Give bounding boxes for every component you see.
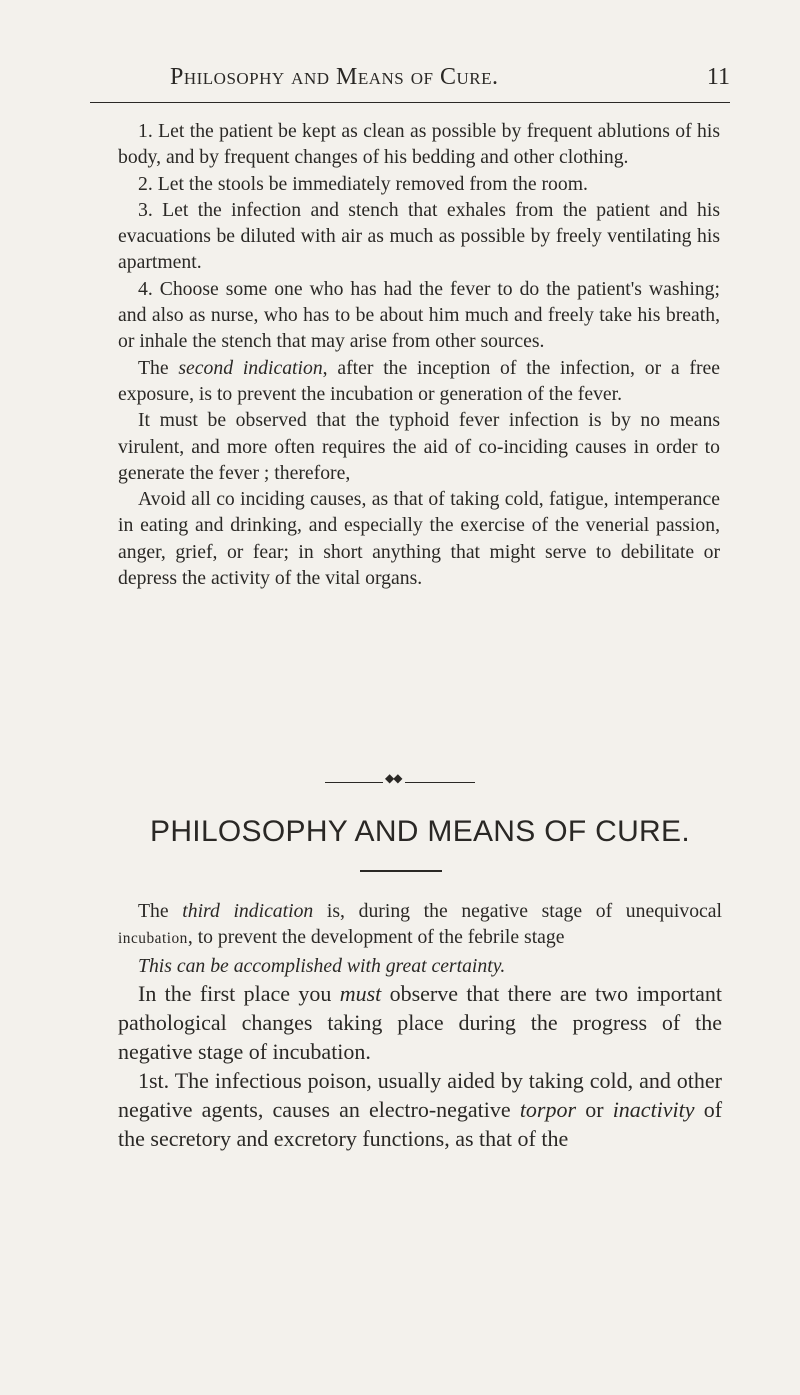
running-head — [90, 62, 730, 103]
second-indication-rest: , after the inception of the infection, or a free exposure, is to prevent the incubation or generation of the fever. — [118, 356, 720, 405]
rule-3-paragraph: 3. Let the infection and stench that exhales from the patient and his evacuations be diluted with air as much as possible by freely ventilating his apartment. — [118, 198, 720, 274]
section-ornament — [325, 771, 475, 788]
incubation-smallcaps: incubation — [118, 930, 188, 948]
section-heading: PHILOSOPHY AND MEANS OF CURE. — [150, 815, 690, 848]
avoid-paragraph: Avoid all co inciding causes, as that of taking cold, fatigue, intemperance in eating and drinking, and especially the exercise of the venerial passion, anger, grief, or fear; in short anything that might serve to debilitate or depress the activity of the vital organs. — [118, 488, 720, 590]
first-place-rest: observe that there are two important pathological changes taking place during the progress of the negative stage of incubation. — [118, 980, 722, 1064]
third-indication-emphasis: third indication — [182, 900, 314, 922]
inactivity-emphasis: inactivity — [612, 1096, 695, 1122]
rule-1-paragraph: 1. Let the patient be kept as clean as possible by frequent ablutions of his body, and by frequent changes of his bedding and other clothing. — [118, 120, 720, 169]
second-indication-paragraph — [118, 355, 720, 408]
ornament-right-line — [405, 782, 475, 783]
upper-text-block — [118, 118, 720, 591]
third-indication-lead: The — [138, 900, 183, 922]
first-place-emphasis: must — [339, 980, 382, 1006]
page-number: 11 — [706, 64, 730, 90]
first-place-paragraph — [118, 979, 722, 1066]
rule-4-paragraph: 4. Choose some one who has had the fever to do the patient's washing; and also as nurse, who has to be about him much and freely take his breath, or inhale the stench that may arise from other sources. — [118, 277, 720, 353]
ornament-left-line — [325, 782, 383, 783]
certainty-emphasis: This can be accomplished with great certainty. — [138, 954, 506, 977]
third-indication-mid: is, during the negative stage of unequivocal — [313, 900, 722, 922]
running-title: Philosophy and Means of Cure. — [170, 64, 499, 90]
third-indication-rest: , to prevent the development of the febrile stage — [187, 926, 565, 949]
torpor-emphasis: torpor — [519, 1096, 577, 1122]
observation-paragraph: It must be observed that the typhoid fever infection is by no means virulent, and more often requires the aid of co-inciding causes in order to generate the fever ; therefore, — [118, 409, 720, 484]
first-change-lead: 1st. The infectious poison, usually aided by taking cold, and other negative agents, causes an electro-negative — [118, 1067, 722, 1122]
ornament-diamonds: ◆◆ — [385, 771, 402, 785]
first-change-mid: or — [576, 1096, 613, 1122]
second-indication-emphasis: second indication — [178, 356, 323, 379]
first-change-rest: of the secretory and excretory functions, as that of the — [118, 1096, 723, 1151]
first-change-paragraph — [118, 1066, 722, 1153]
certainty-paragraph — [118, 953, 722, 979]
heading-rule — [360, 870, 442, 872]
second-indication-lead: The — [138, 356, 179, 379]
rule-2-paragraph: 2. Let the stools be immediately removed from the room. — [138, 172, 588, 195]
first-place-lead: In the first place you — [138, 980, 340, 1006]
lower-text-block — [118, 898, 722, 1153]
third-indication-paragraph — [118, 898, 722, 953]
